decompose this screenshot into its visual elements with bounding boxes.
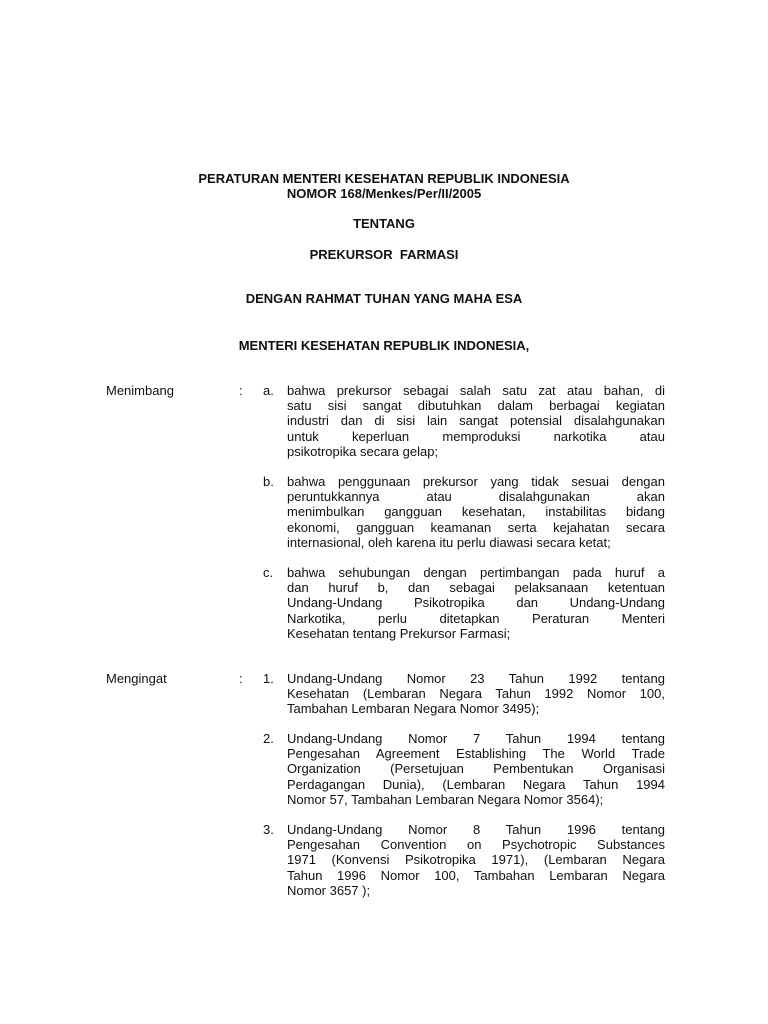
text-line: 1971 (Konvensi Psikotropika 1971), (Lembaran Negara [287,852,665,868]
mengingat-colon: : [239,671,243,686]
text-line: untuk keperluan memproduksi narkotika atau [287,428,665,444]
text-line: menimbulkan gangguan kesehatan, instabilitas bidang [287,504,665,520]
text-line: bahwa sehubungan dengan pertimbangan pada huruf a [287,565,665,580]
text-line: bahwa penggunaan prekursor yang tidak sesuai dengan [287,474,665,489]
minister-heading: MENTERI KESEHATAN REPUBLIK INDONESIA, [238,338,530,353]
text-line: internasional, oleh karena itu perlu diawasi secara ketat; [287,534,611,550]
text-line: Undang-Undang Psikotropika dan Undang-Undang [287,595,665,611]
text-line: Undang-Undang Nomor 8 Tahun 1996 tentang [287,822,665,837]
text-line: Narkotika, perlu ditetapkan Peraturan Menteri [287,610,665,626]
menimbang-marker-c: c. [263,565,274,580]
text-line: ekonomi, gangguan keamanan serta kejahatan secara [287,519,665,535]
text-line: Organization (Persetujuan Pembentukan Organisasi [287,761,665,777]
mengingat-marker-3: 3. [263,822,274,837]
text-line: psikotropika secara gelap; [287,443,439,459]
menimbang-marker-a: a. [263,383,274,398]
text-line: Undang-Undang Nomor 23 Tahun 1992 tentang [287,671,665,686]
regulation-title: PERATURAN MENTERI KESEHATAN REPUBLIK INDONESIA [198,171,570,186]
text-line: Pengesahan Convention on Psychotropic Substances [287,837,665,853]
menimbang-label: Menimbang [106,383,174,398]
regulation-subject: PREKURSOR FARMASI [309,247,459,262]
mengingat-item-1 [287,671,665,717]
menimbang-item-b [287,474,665,550]
mengingat-item-2 [287,731,665,807]
text-line: satu sisi sangat dibutuhkan dalam berbagai kegiatan [287,398,665,414]
text-line: Perdagangan Dunia), (Lembaran Negara Tahun 1994 [287,776,665,792]
text-line: Kesehatan (Lembaran Negara Tahun 1992 Nomor 100, [287,686,665,702]
text-line: Nomor 57, Tambahan Lembaran Negara Nomor 3564); [287,791,604,807]
text-line: Tahun 1996 Nomor 100, Tambahan Lembaran Negara [287,867,665,883]
mengingat-item-3 [287,822,665,898]
menimbang-marker-b: b. [263,474,274,489]
text-line: Tambahan Lembaran Negara Nomor 3495); [287,701,540,717]
mengingat-label: Mengingat [106,671,167,686]
text-line: industri dan di sisi lain sangat potensial disalahgunakan [287,413,665,429]
regulation-number: NOMOR 168/Menkes/Per/II/2005 [286,186,482,201]
text-line: Nomor 3657 ); [287,882,371,898]
preamble-heading: DENGAN RAHMAT TUHAN YANG MAHA ESA [245,291,523,306]
text-line: Kesehatan tentang Prekursor Farmasi; [287,625,511,641]
tentang-heading: TENTANG [353,216,415,231]
text-line: Undang-Undang Nomor 7 Tahun 1994 tentang [287,731,665,746]
menimbang-item-a [287,383,665,459]
mengingat-marker-1: 1. [263,671,274,686]
menimbang-colon: : [239,383,243,398]
text-line: peruntukkannya atau disalahgunakan akan [287,489,665,505]
menimbang-item-c [287,565,665,641]
text-line: bahwa prekursor sebagai salah satu zat atau bahan, di [287,383,665,398]
mengingat-marker-2: 2. [263,731,274,746]
text-line: Pengesahan Agreement Establishing The World Trade [287,746,665,762]
text-line: dan huruf b, dan sebagai pelaksanaan ketentuan [287,580,665,596]
